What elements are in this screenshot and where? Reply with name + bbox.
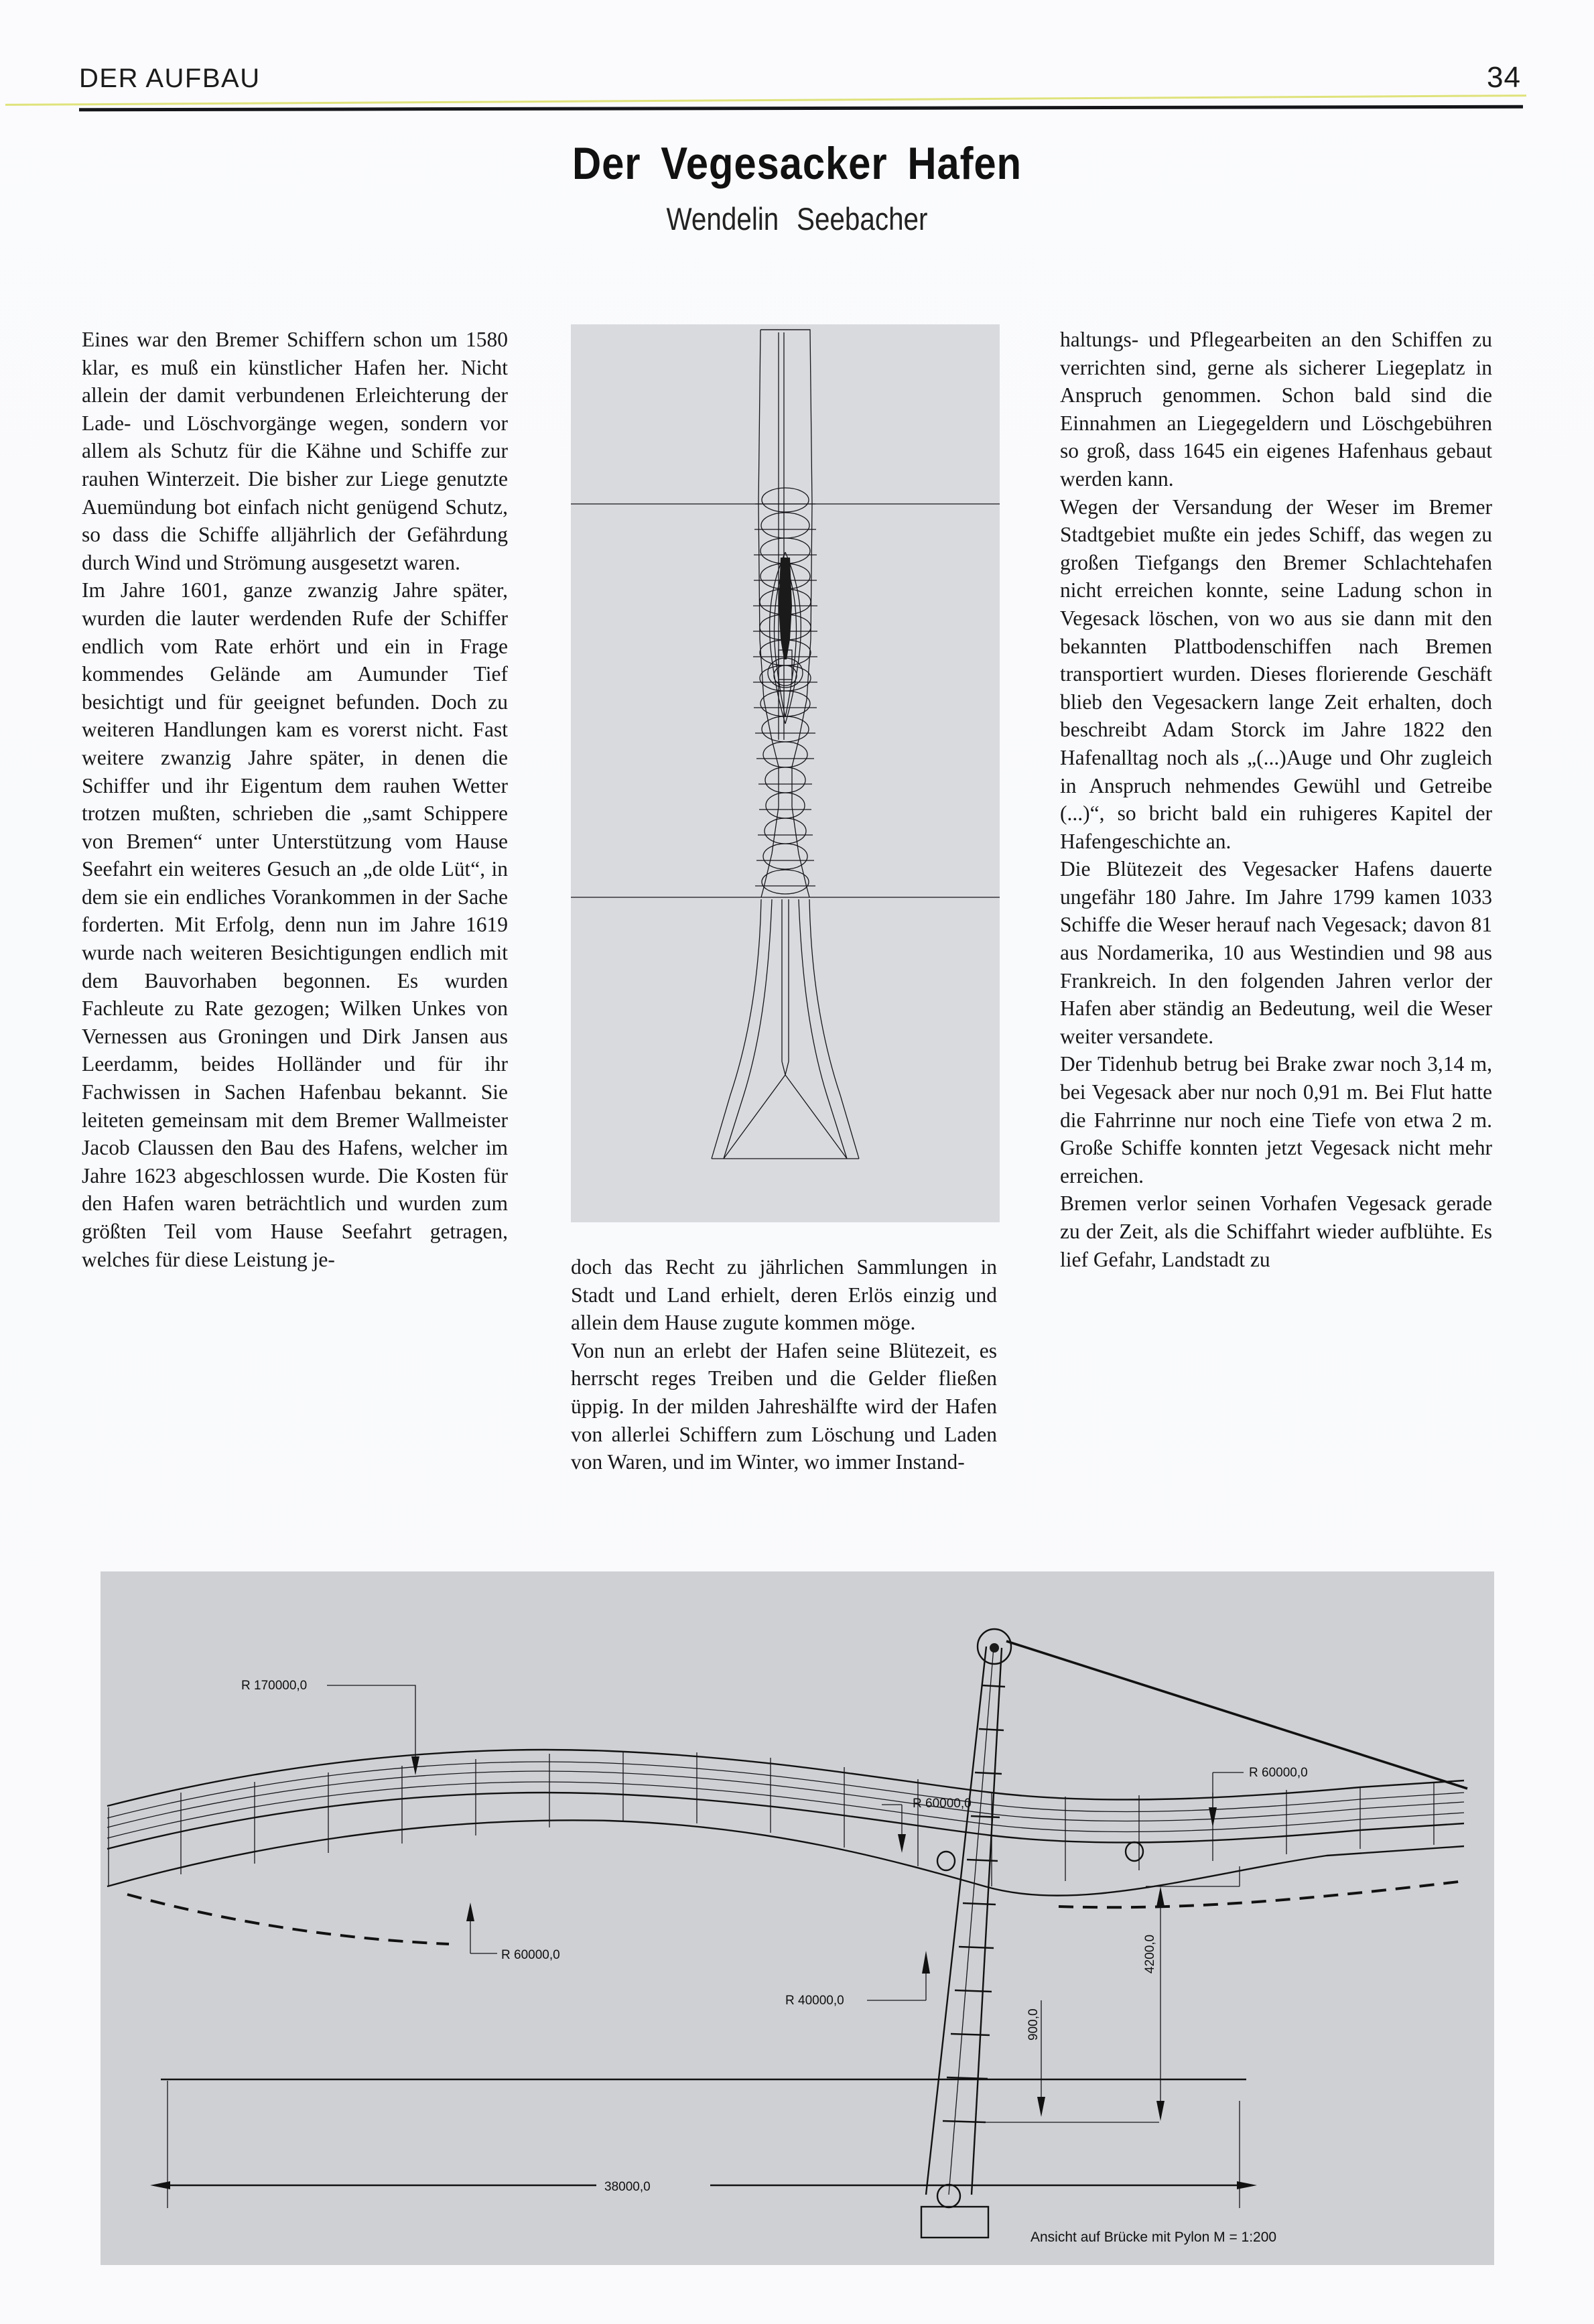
paragraph: Eines war den Bremer Schiffern schon um 1580 klar, es muß ein künstlicher Hafen her. Nicht allein der damit verbundenen Erleichterung der Lade- und Löschvorgänge wegen, sondern vor allem als Schutz für die Kähne und Schiffe zur rauhen Winterzeit. Die bisher zur Liege genutzte Auemündung bot einfach nicht genügend Schutz, so dass die Schiffe alljährlich der Gefährdung durch Wind und Strömung ausgesetzt waren. — [82, 328, 508, 574]
dim-label: R 170000,0 — [241, 1679, 308, 1693]
dim-r60000-left — [466, 1902, 560, 1962]
bridge-elevation-figure — [101, 1571, 1494, 2265]
dim-label: R 40000,0 — [785, 1994, 844, 2008]
bridge-deck-ribs — [109, 1751, 1434, 1886]
dim-label: 900,0 — [1026, 2008, 1041, 2041]
article-title: Der Vegesacker Hafen — [572, 138, 1022, 189]
paragraph: Der Tidenhub betrug bei Brake zwar noch 3,14 m, bei Vegesack aber nur noch 0,91 m. Bei Flut hatte die Fahrrinne nur noch eine Tiefe von etwa 2 m. Große Schiffe konnten jetzt Vegesack nicht mehr erreichen. — [1060, 1052, 1492, 1187]
stay-cable — [1006, 1641, 1467, 1789]
paragraph: doch das Recht zu jährlichen Sammlungen in Stadt und Land erhielt, deren Erlös einzig und allein dem Hause zugute kommen möge. — [571, 1255, 997, 1335]
paragraph: Die Blütezeit des Vegesacker Hafens dauerte ungefähr 180 Jahre. Im Jahre 1799 kamen 1033 Schiffe die Weser herauf nach Vegesack; davon 81 aus Nordamerika, 10 aus Westindien und 98 aus Frankreich. In den folgenden Jahren verlor der Hafen aber ständig an Bedeutung, weil die Weser weiter versandete. — [1060, 857, 1492, 1048]
dim-label: R 60000,0 — [501, 1948, 560, 1962]
dim-label: 4200,0 — [1143, 1934, 1157, 1974]
pylon-cable-anchorage — [768, 552, 803, 724]
dim-r40000 — [785, 1951, 930, 2008]
dim-label: R 60000,0 — [1249, 1766, 1308, 1780]
dim-label: R 60000,0 — [913, 1797, 972, 1811]
deck-anchorages — [937, 1842, 1143, 1870]
dim-38000 — [150, 2079, 1257, 2208]
paragraph: Im Jahre 1601, ganze zwanzig Jahre später, wurden die lauter werdenden Rufe der Schiffer endlich vom Rate erhört und ein in Frage kommendes Gelände am Aumunder Tief besichtigt und für geeignet befunden. Doch zu weiteren Handlungen kam es vorerst nicht. Fast weitere zwanzig Jahre später, in denen die Schiffer und ihr Eigentum dem rauhen Wetter trotzen mußten, schrieben die „samt Schippere von Bremen“ unter Unterstützung vom Hause Seefahrt ein weiteres Gesuch an „de olde Lüt“, in dem sie ein endliches Vorankommen in der Sache forderten. Mit Erfolg, denn nun im Jahre 1619 wurde nach weiteren Besichtigungen endlich mit dem Bauvorhaben begonnen. Es wurden Fachleute zu Rate gezogen; Wilken Unkes von Vernessen aus Groningen und Dirk Jansen aus Leerdamm, beides Holländer und für ihr Fachwissen in Sachen Hafenbau bekannt. Sie leiteten gemeinsam mit dem Bremer Wallmeister Jacob Claussen den Bau des Hafens, welcher im Jahre 1623 abgeschlossen wurde. Die Kosten für den Hafen waren beträchtlich und wurden zum größten Teil vom Hause Seefahrt getragen, welches für diese Leistung je- — [82, 578, 508, 1271]
header-rule — [79, 105, 1523, 112]
dim-r170000 — [241, 1679, 419, 1775]
paragraph: Wegen der Versandung der Weser im Bremer Stadtgebiet mußte ein jedes Schiff, das wegen zu großen Tiefgangs den Bremer Schlachtehafen nicht erreichen konnte, seine Ladung schon in Vegesack löschen, von wo aus sie dann mit den bekannten Plattbodenschiffen nach Bremen transportiert wurden. Dieses florierende Geschäft blieb den Vegesackern lange Zeit erhalten, doch beschreibt Adam Storck im Jahre 1822 den Hafenalltag noch als „(...)Auge und Ohr zugleich in Anspruch nehmendes Gewühl und Getreibe (...)“, so bricht bald ein ruhigeres Kapitel der Hafengeschichte an. — [1060, 495, 1492, 853]
header-accent-rule — [5, 94, 1526, 106]
section-label: DER AUFBAU — [79, 64, 261, 93]
figure-caption: Ansicht auf Brücke mit Pylon M = 1:200 — [1031, 2230, 1277, 2245]
dim-label: 38000,0 — [604, 2180, 651, 2194]
paragraph: Von nun an erlebt der Hafen seine Blütezeit, es herrscht reges Treiben und die Gelder fließen üppig. In der milden Jahreshälfte wird der Hafen von allerlei Schiffern zum Löschung und Laden von Waren, und im Winter, wo immer Instand- — [571, 1338, 997, 1474]
dim-900 — [978, 2000, 1159, 2122]
dim-r60000-mid — [882, 1797, 972, 1853]
bridge-drawing-svg — [101, 1571, 1494, 2265]
pylon-foot — [712, 899, 859, 1159]
body-column-right — [1060, 326, 1492, 1273]
pylon-ring-stiffeners — [760, 488, 811, 894]
pylon-drawing-svg — [571, 324, 1000, 1222]
pylon-mast — [921, 1629, 1011, 2238]
paragraph: Bremen verlor seinen Vorhafen Vegesack gerade zu der Zeit, als die Schiffahrt wieder aufblühte. Es lief Gefahr, Landstadt zu — [1060, 1191, 1492, 1271]
paragraph: haltungs- und Pflegearbeiten an den Schiffen zu verrichten sind, gerne als sicherer Liegeplatz in Anspruch genommen. Schon bald sind die Einnahmen an Liegegeldern und Löschgebühren so groß, dass 1645 ein eigenes Hafenhaus gebaut werden kann. — [1060, 328, 1492, 491]
page-header — [79, 61, 1521, 117]
page-number: 34 — [1487, 61, 1521, 94]
hidden-edge-dashed — [127, 1881, 1464, 1944]
pylon-elevation-figure — [571, 324, 1000, 1222]
body-column-middle — [571, 1253, 997, 1476]
article-author: Wendelin Seebacher — [666, 201, 928, 237]
title-block — [0, 137, 1594, 237]
body-column-left — [82, 326, 508, 1273]
